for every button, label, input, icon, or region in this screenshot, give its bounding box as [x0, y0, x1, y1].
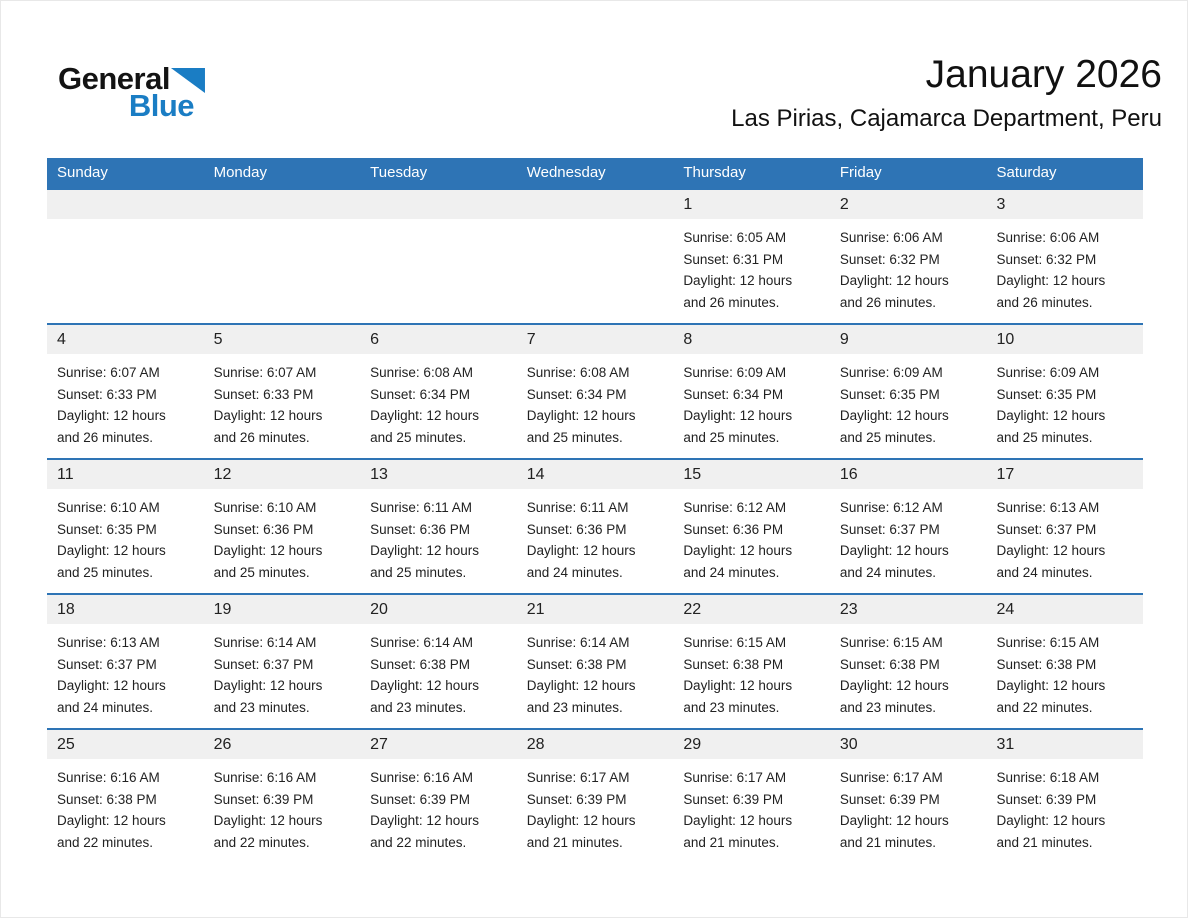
- sunrise-line: Sunrise: 6:15 AM: [996, 635, 1100, 650]
- weekday-header-saturday: Saturday: [996, 164, 1057, 181]
- date-band: [204, 460, 361, 489]
- date-band: [830, 730, 987, 759]
- daylight-line-1: Daylight: 12 hours: [996, 678, 1106, 693]
- date-number: 25: [57, 736, 75, 753]
- week-row-3: [47, 458, 1143, 593]
- sunrise-line: Sunrise: 6:06 AM: [996, 230, 1100, 245]
- daylight-line-1: Daylight: 12 hours: [57, 813, 166, 828]
- location-subtitle: Las Pirias, Cajamarca Department, Peru: [731, 105, 1162, 132]
- date-number: 17: [996, 466, 1015, 483]
- day-cell-30: [830, 730, 987, 863]
- month-title: January 2026: [925, 53, 1162, 96]
- date-number: 18: [57, 601, 75, 618]
- day-sun-info: [673, 489, 830, 583]
- general-blue-logo: [58, 61, 194, 124]
- sunset-line: Sunset: 6:35 PM: [839, 386, 940, 402]
- date-band: [673, 190, 830, 219]
- daylight-line-2: and 23 minutes.: [683, 699, 780, 715]
- date-band: [47, 460, 204, 489]
- date-band: [830, 595, 987, 624]
- day-sun-info: [517, 759, 674, 853]
- sunset-line: Sunset: 6:31 PM: [683, 251, 784, 267]
- day-sun-info: [47, 624, 204, 718]
- date-band: [986, 730, 1143, 759]
- daylight-line-2: and 26 minutes.: [839, 294, 936, 310]
- daylight-line-1: Daylight: 12 hours: [213, 543, 323, 558]
- date-number: 13: [370, 466, 388, 483]
- day-sun-info: [673, 624, 830, 718]
- daylight-line-1: Daylight: 12 hours: [370, 543, 479, 558]
- sunrise-line: Sunrise: 6:18 AM: [996, 770, 1100, 785]
- daylight-line-2: and 26 minutes.: [996, 294, 1093, 310]
- day-sun-info: [986, 219, 1143, 313]
- sunset-line: Sunset: 6:33 PM: [213, 386, 314, 402]
- sunrise-line: Sunrise: 6:08 AM: [370, 365, 473, 380]
- date-band: [47, 190, 204, 219]
- week-row-5: [47, 728, 1143, 863]
- date-number: 9: [839, 331, 849, 348]
- day-cell-19: [204, 595, 361, 728]
- daylight-line-1: Daylight: 12 hours: [526, 678, 636, 693]
- daylight-line-2: and 22 minutes.: [57, 834, 154, 850]
- day-sun-info: [204, 354, 361, 448]
- daylight-line-2: and 24 minutes.: [57, 699, 154, 715]
- sunrise-line: Sunrise: 6:15 AM: [683, 635, 787, 650]
- daylight-line-1: Daylight: 12 hours: [683, 273, 793, 288]
- day-cell-10: [986, 325, 1143, 458]
- sunrise-line: Sunrise: 6:16 AM: [57, 770, 160, 785]
- date-band: [673, 730, 830, 759]
- daylight-line-1: Daylight: 12 hours: [526, 813, 636, 828]
- header-titles: [731, 53, 1162, 133]
- sunset-line: Sunset: 6:38 PM: [57, 791, 157, 807]
- date-number: 19: [213, 601, 232, 618]
- daylight-line-2: and 23 minutes.: [213, 699, 310, 715]
- sunset-line: Sunset: 6:38 PM: [839, 656, 940, 672]
- date-band: [673, 325, 830, 354]
- sunset-line: Sunset: 6:35 PM: [996, 386, 1097, 402]
- sunset-line: Sunset: 6:32 PM: [839, 251, 940, 267]
- daylight-line-2: and 24 minutes.: [526, 564, 623, 580]
- day-cell-24: [986, 595, 1143, 728]
- day-cell-25: [47, 730, 204, 863]
- sunset-line: Sunset: 6:38 PM: [683, 656, 784, 672]
- day-sun-info: [360, 624, 517, 718]
- date-number: 11: [57, 466, 74, 483]
- weekday-header-monday: Monday: [213, 164, 267, 181]
- sunrise-line: Sunrise: 6:17 AM: [839, 770, 943, 785]
- daylight-line-2: and 26 minutes.: [683, 294, 780, 310]
- daylight-line-2: and 22 minutes.: [996, 699, 1093, 715]
- day-cell-7: [517, 325, 674, 458]
- date-number: 6: [370, 331, 380, 348]
- sunrise-line: Sunrise: 6:09 AM: [996, 365, 1100, 380]
- day-sun-info: [830, 624, 987, 718]
- sunset-line: Sunset: 6:37 PM: [839, 521, 940, 537]
- sunrise-line: Sunrise: 6:14 AM: [370, 635, 473, 650]
- date-band: [360, 460, 517, 489]
- weekday-header-wednesday: Wednesday: [526, 164, 606, 181]
- day-sun-info: [986, 624, 1143, 718]
- sunset-line: Sunset: 6:32 PM: [996, 251, 1097, 267]
- day-sun-info: [204, 624, 361, 718]
- sunset-line: Sunset: 6:39 PM: [683, 791, 784, 807]
- daylight-line-2: and 23 minutes.: [526, 699, 623, 715]
- daylight-line-1: Daylight: 12 hours: [683, 678, 793, 693]
- daylight-line-1: Daylight: 12 hours: [996, 273, 1106, 288]
- sunrise-line: Sunrise: 6:07 AM: [57, 365, 160, 380]
- date-number: 1: [683, 196, 693, 213]
- daylight-line-1: Daylight: 12 hours: [996, 813, 1106, 828]
- day-sun-info: [673, 219, 830, 313]
- day-sun-info: [360, 354, 517, 448]
- weekday-header-sunday: Sunday: [57, 164, 108, 181]
- day-cell-2: [830, 190, 987, 323]
- date-number: 27: [370, 736, 388, 753]
- day-sun-info: [47, 759, 204, 853]
- daylight-line-2: and 25 minutes.: [57, 564, 154, 580]
- daylight-line-2: and 25 minutes.: [839, 429, 936, 445]
- daylight-line-1: Daylight: 12 hours: [526, 543, 636, 558]
- date-number: 24: [996, 601, 1015, 618]
- daylight-line-2: and 24 minutes.: [839, 564, 936, 580]
- sunrise-line: Sunrise: 6:14 AM: [213, 635, 317, 650]
- day-cell-16: [830, 460, 987, 593]
- day-cell-21: [517, 595, 674, 728]
- daylight-line-2: and 21 minutes.: [996, 834, 1093, 850]
- sunset-line: Sunset: 6:37 PM: [213, 656, 314, 672]
- daylight-line-1: Daylight: 12 hours: [213, 408, 323, 423]
- day-cell-15: [673, 460, 830, 593]
- daylight-line-1: Daylight: 12 hours: [839, 273, 949, 288]
- day-cell-8: [673, 325, 830, 458]
- sunset-line: Sunset: 6:39 PM: [839, 791, 940, 807]
- date-band: [360, 595, 517, 624]
- day-sun-info: [986, 759, 1143, 853]
- date-band: [204, 595, 361, 624]
- day-cell-11: [47, 460, 204, 593]
- date-band: [360, 730, 517, 759]
- day-sun-info: [986, 489, 1143, 583]
- weekday-header-friday: Friday: [839, 164, 882, 181]
- logo-word-general: General: [58, 61, 170, 96]
- daylight-line-1: Daylight: 12 hours: [683, 408, 793, 423]
- day-sun-info: [204, 759, 361, 853]
- daylight-line-2: and 25 minutes.: [370, 564, 467, 580]
- sunrise-line: Sunrise: 6:06 AM: [839, 230, 943, 245]
- date-band: [986, 190, 1143, 219]
- daylight-line-2: and 25 minutes.: [370, 429, 467, 445]
- daylight-line-1: Daylight: 12 hours: [683, 543, 793, 558]
- date-number: 14: [526, 466, 545, 483]
- date-number: 23: [839, 601, 858, 618]
- sunrise-line: Sunrise: 6:10 AM: [213, 500, 317, 515]
- daylight-line-1: Daylight: 12 hours: [839, 813, 949, 828]
- daylight-line-2: and 21 minutes.: [526, 834, 623, 850]
- date-number: 7: [526, 331, 536, 348]
- daylight-line-1: Daylight: 12 hours: [370, 408, 479, 423]
- day-cell-31: [986, 730, 1143, 863]
- date-band: [47, 595, 204, 624]
- daylight-line-2: and 22 minutes.: [370, 834, 467, 850]
- daylight-line-2: and 23 minutes.: [839, 699, 936, 715]
- daylight-line-1: Daylight: 12 hours: [57, 543, 166, 558]
- day-sun-info: [204, 489, 361, 583]
- day-cell-22: [673, 595, 830, 728]
- date-band: [830, 460, 987, 489]
- daylight-line-2: and 25 minutes.: [526, 429, 623, 445]
- weekday-header-tuesday: Tuesday: [370, 164, 428, 181]
- sunrise-line: Sunrise: 6:16 AM: [213, 770, 317, 785]
- date-number: 29: [683, 736, 702, 753]
- day-cell-3: [986, 190, 1143, 323]
- date-band: [986, 460, 1143, 489]
- day-cell-6: [360, 325, 517, 458]
- daylight-line-1: Daylight: 12 hours: [213, 813, 323, 828]
- day-cell-17: [986, 460, 1143, 593]
- date-number: 5: [213, 331, 223, 348]
- day-sun-info: [830, 489, 987, 583]
- date-band: [830, 325, 987, 354]
- date-number: 20: [370, 601, 388, 618]
- daylight-line-1: Daylight: 12 hours: [526, 408, 636, 423]
- sunset-line: Sunset: 6:39 PM: [526, 791, 627, 807]
- daylight-line-2: and 26 minutes.: [57, 429, 154, 445]
- day-cell-20: [360, 595, 517, 728]
- daylight-line-1: Daylight: 12 hours: [996, 543, 1106, 558]
- day-cell-4: [47, 325, 204, 458]
- date-band: [204, 730, 361, 759]
- date-number: 8: [683, 331, 693, 348]
- week-row-4: [47, 593, 1143, 728]
- date-band: [830, 190, 987, 219]
- empty-day-cell: [360, 190, 517, 323]
- sunset-line: Sunset: 6:34 PM: [683, 386, 784, 402]
- date-number: 26: [213, 736, 232, 753]
- sunset-line: Sunset: 6:37 PM: [57, 656, 157, 672]
- sunrise-line: Sunrise: 6:12 AM: [683, 500, 787, 515]
- daylight-line-1: Daylight: 12 hours: [996, 408, 1106, 423]
- daylight-line-1: Daylight: 12 hours: [839, 678, 949, 693]
- sunrise-line: Sunrise: 6:05 AM: [683, 230, 787, 245]
- sunset-line: Sunset: 6:35 PM: [57, 521, 157, 537]
- day-cell-29: [673, 730, 830, 863]
- sunrise-line: Sunrise: 6:14 AM: [526, 635, 630, 650]
- day-sun-info: [47, 489, 204, 583]
- date-number: 10: [996, 331, 1015, 348]
- sunset-line: Sunset: 6:38 PM: [370, 656, 470, 672]
- day-cell-26: [204, 730, 361, 863]
- weekday-header-row: [47, 158, 1143, 188]
- day-cell-9: [830, 325, 987, 458]
- daylight-line-2: and 25 minutes.: [996, 429, 1093, 445]
- day-sun-info: [517, 624, 674, 718]
- sunset-line: Sunset: 6:36 PM: [370, 521, 470, 537]
- daylight-line-1: Daylight: 12 hours: [213, 678, 323, 693]
- day-sun-info: [517, 354, 674, 448]
- sunset-line: Sunset: 6:39 PM: [213, 791, 314, 807]
- sunset-line: Sunset: 6:36 PM: [526, 521, 627, 537]
- sunrise-line: Sunrise: 6:07 AM: [213, 365, 317, 380]
- day-cell-12: [204, 460, 361, 593]
- date-band: [204, 325, 361, 354]
- daylight-line-1: Daylight: 12 hours: [370, 813, 479, 828]
- sunrise-line: Sunrise: 6:09 AM: [839, 365, 943, 380]
- day-sun-info: [830, 759, 987, 853]
- date-number: 30: [839, 736, 858, 753]
- date-number: 4: [57, 331, 66, 348]
- date-number: 3: [996, 196, 1006, 213]
- sunset-line: Sunset: 6:34 PM: [526, 386, 627, 402]
- sunrise-line: Sunrise: 6:11 AM: [526, 500, 629, 515]
- calendar-table: [47, 158, 1143, 863]
- date-band: [986, 595, 1143, 624]
- day-cell-28: [517, 730, 674, 863]
- date-number: 15: [683, 466, 702, 483]
- sunrise-line: Sunrise: 6:15 AM: [839, 635, 943, 650]
- sunrise-line: Sunrise: 6:13 AM: [57, 635, 160, 650]
- sunrise-line: Sunrise: 6:12 AM: [839, 500, 943, 515]
- empty-day-cell: [204, 190, 361, 323]
- daylight-line-2: and 21 minutes.: [683, 834, 780, 850]
- day-sun-info: [673, 759, 830, 853]
- weekday-header-thursday: Thursday: [683, 164, 746, 181]
- day-cell-14: [517, 460, 674, 593]
- date-band: [517, 460, 674, 489]
- sunrise-line: Sunrise: 6:17 AM: [683, 770, 787, 785]
- day-cell-27: [360, 730, 517, 863]
- day-cell-5: [204, 325, 361, 458]
- day-sun-info: [47, 354, 204, 448]
- empty-day-cell: [47, 190, 204, 323]
- sunset-line: Sunset: 6:38 PM: [996, 656, 1097, 672]
- day-sun-info: [360, 489, 517, 583]
- date-band: [673, 595, 830, 624]
- logo-word-blue: Blue: [128, 88, 194, 123]
- daylight-line-1: Daylight: 12 hours: [57, 408, 166, 423]
- date-number: 21: [526, 601, 545, 618]
- sunrise-line: Sunrise: 6:13 AM: [996, 500, 1100, 515]
- daylight-line-2: and 23 minutes.: [370, 699, 467, 715]
- date-band: [673, 460, 830, 489]
- date-band: [360, 325, 517, 354]
- daylight-line-2: and 21 minutes.: [839, 834, 936, 850]
- date-number: 31: [996, 736, 1015, 753]
- calendar-weeks: [47, 188, 1143, 863]
- daylight-line-2: and 26 minutes.: [213, 429, 310, 445]
- sunrise-line: Sunrise: 6:17 AM: [526, 770, 630, 785]
- daylight-line-1: Daylight: 12 hours: [839, 543, 949, 558]
- daylight-line-2: and 25 minutes.: [683, 429, 780, 445]
- sunrise-line: Sunrise: 6:11 AM: [370, 500, 472, 515]
- date-band: [360, 190, 517, 219]
- daylight-line-2: and 24 minutes.: [996, 564, 1093, 580]
- sunset-line: Sunset: 6:37 PM: [996, 521, 1097, 537]
- day-sun-info: [830, 354, 987, 448]
- daylight-line-1: Daylight: 12 hours: [57, 678, 166, 693]
- sunset-line: Sunset: 6:33 PM: [57, 386, 157, 402]
- sunset-line: Sunset: 6:38 PM: [526, 656, 627, 672]
- calendar-page: [1, 1, 1187, 917]
- date-band: [517, 190, 674, 219]
- sunset-line: Sunset: 6:39 PM: [996, 791, 1097, 807]
- sunset-line: Sunset: 6:34 PM: [370, 386, 470, 402]
- date-number: 12: [213, 466, 232, 483]
- date-number: 2: [839, 196, 849, 213]
- daylight-line-2: and 25 minutes.: [213, 564, 310, 580]
- day-cell-13: [360, 460, 517, 593]
- sunset-line: Sunset: 6:36 PM: [683, 521, 784, 537]
- empty-day-cell: [517, 190, 674, 323]
- date-band: [517, 595, 674, 624]
- day-cell-18: [47, 595, 204, 728]
- daylight-line-1: Daylight: 12 hours: [839, 408, 949, 423]
- date-band: [517, 730, 674, 759]
- sunrise-line: Sunrise: 6:10 AM: [57, 500, 160, 515]
- sunset-line: Sunset: 6:39 PM: [370, 791, 470, 807]
- week-row-1: [47, 188, 1143, 323]
- sunset-line: Sunset: 6:36 PM: [213, 521, 314, 537]
- day-cell-23: [830, 595, 987, 728]
- daylight-line-2: and 24 minutes.: [683, 564, 780, 580]
- day-sun-info: [986, 354, 1143, 448]
- daylight-line-1: Daylight: 12 hours: [683, 813, 793, 828]
- daylight-line-1: Daylight: 12 hours: [370, 678, 479, 693]
- sunrise-line: Sunrise: 6:09 AM: [683, 365, 787, 380]
- day-sun-info: [830, 219, 987, 313]
- week-row-2: [47, 323, 1143, 458]
- date-number: 22: [683, 601, 702, 618]
- day-cell-1: [673, 190, 830, 323]
- day-sun-info: [673, 354, 830, 448]
- date-band: [986, 325, 1143, 354]
- daylight-line-2: and 22 minutes.: [213, 834, 310, 850]
- date-number: 16: [839, 466, 858, 483]
- date-band: [47, 730, 204, 759]
- day-sun-info: [517, 489, 674, 583]
- date-number: 28: [526, 736, 545, 753]
- day-sun-info: [360, 759, 517, 853]
- date-band: [517, 325, 674, 354]
- sunrise-line: Sunrise: 6:16 AM: [370, 770, 473, 785]
- date-band: [204, 190, 361, 219]
- date-band: [47, 325, 204, 354]
- sunrise-line: Sunrise: 6:08 AM: [526, 365, 630, 380]
